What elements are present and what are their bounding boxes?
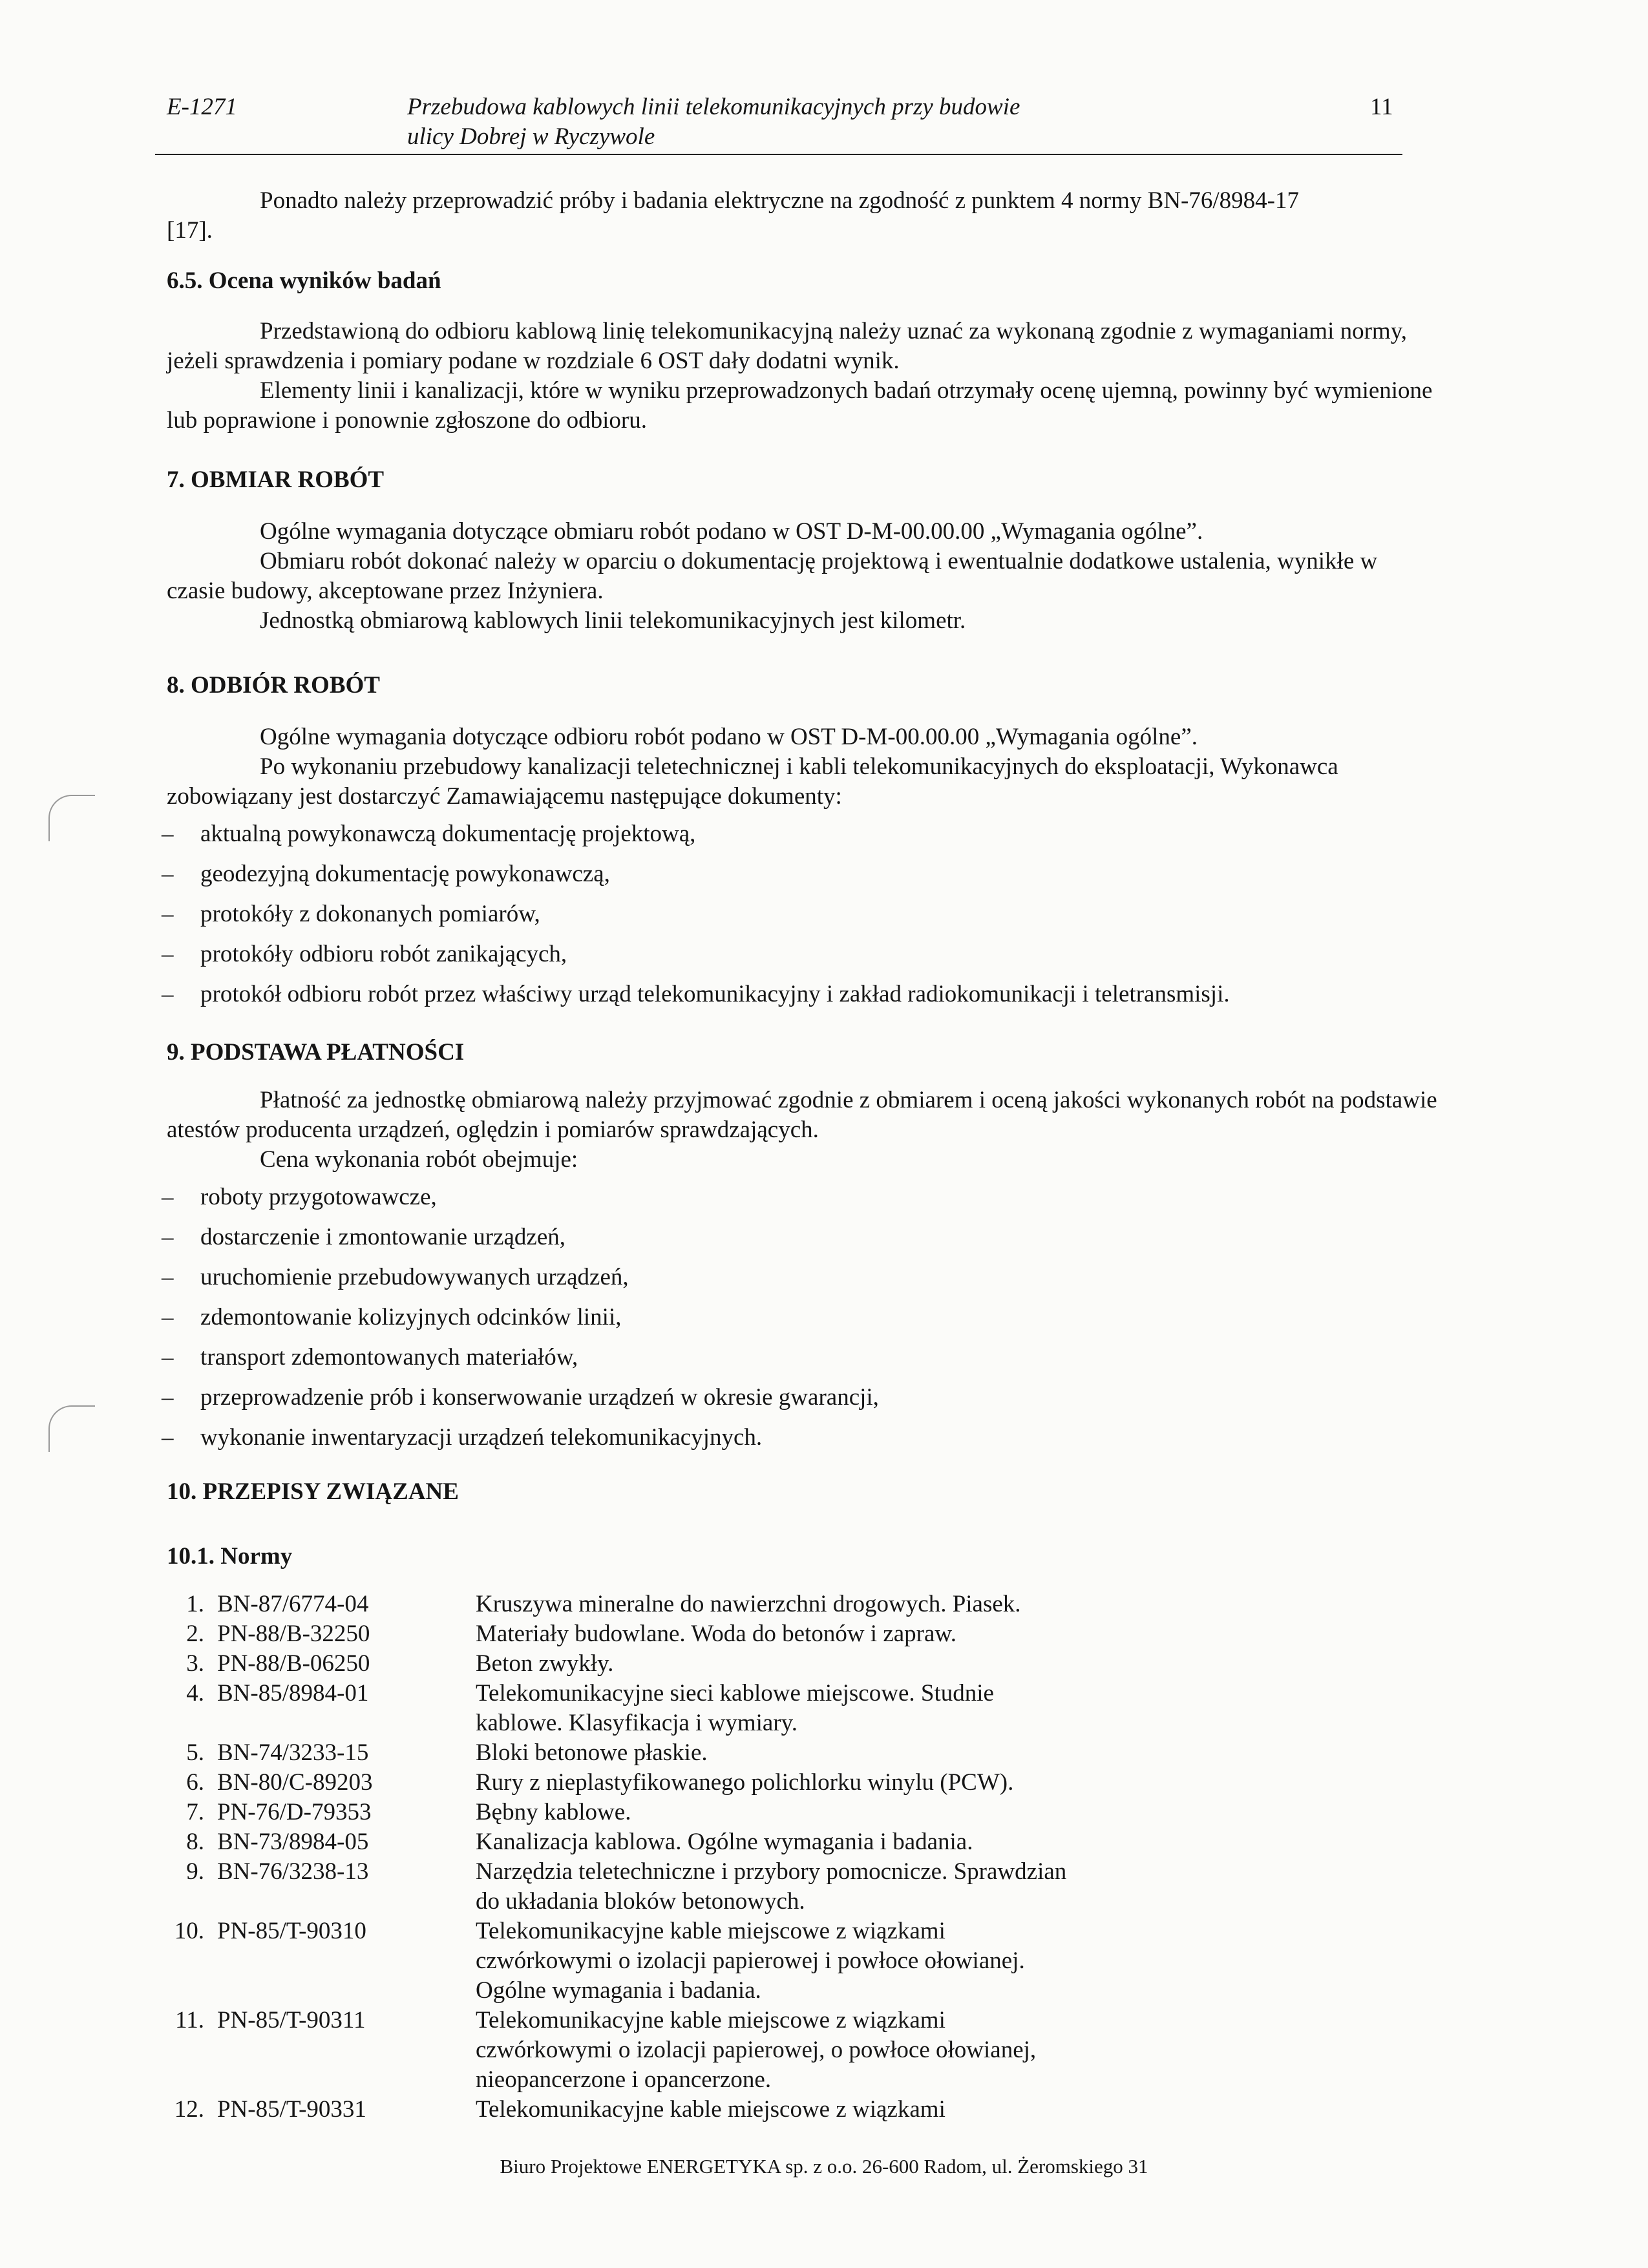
list-item: – przeprowadzenie prób i konserwowanie urządzeń w okresie gwarancji, bbox=[162, 1383, 879, 1423]
document-number: E-1271 bbox=[167, 94, 237, 120]
list-item: – protokóły odbioru robót zanikających, bbox=[162, 940, 1230, 980]
list-item: – roboty przygotowawcze, bbox=[162, 1182, 879, 1223]
norm-code: PN-85/T-90310 bbox=[217, 1918, 366, 1944]
norm-code: PN-88/B-06250 bbox=[217, 1650, 370, 1677]
section-6-5-paragraph-2: Elementy linii i kanalizacji, które w wyniku przeprowadzonych badań otrzymały ocenę ujemną, powinny być wymienione lub poprawione i ponownie zgłoszone do odbioru. bbox=[167, 377, 1433, 434]
section-8-document-list bbox=[162, 819, 1230, 1020]
norm-number: 7. bbox=[186, 1799, 204, 1825]
section-10-heading: 10. PRZEPISY ZWIĄZANE bbox=[167, 1478, 459, 1505]
table-row bbox=[167, 2006, 1395, 2095]
section-6-5-paragraph-1: Przedstawioną do odbioru kablową linię telekomunikacyjną należy uznać za wykonaną zgodnie z wymaganiami normy, jeżeli sprawdzenia i pomiary podane w rozdziale 6 OST dały dodatni wynik. bbox=[167, 318, 1408, 374]
section-8-paragraph-1: Ogólne wymagania dotyczące odbioru robót podano w OST D-M-00.00.00 „Wymagania ogólne”. bbox=[260, 724, 1198, 750]
section-9-heading: 9. PODSTAWA PŁATNOŚCI bbox=[167, 1039, 465, 1066]
norm-code: PN-88/B-32250 bbox=[217, 1621, 370, 1647]
norm-code: BN-87/6774-04 bbox=[217, 1591, 369, 1617]
section-10-1-heading: 10.1. Normy bbox=[167, 1543, 293, 1570]
norm-description-line: kablowe. Klasyfikacja i wymiary. bbox=[476, 1710, 798, 1736]
punch-hole-mark bbox=[48, 1405, 95, 1452]
norm-description-line: do układania bloków betonowych. bbox=[476, 1888, 805, 1915]
table-row bbox=[167, 1857, 1395, 1916]
norm-code: PN-85/T-90311 bbox=[217, 2007, 366, 2033]
norm-number: 6. bbox=[186, 1769, 204, 1796]
list-item: – geodezyjną dokumentację powykonawczą, bbox=[162, 859, 1230, 899]
norm-code: BN-76/3238-13 bbox=[217, 1858, 369, 1885]
norm-description bbox=[476, 1649, 1174, 1679]
list-item: – aktualną powykonawczą dokumentację projektową, bbox=[162, 819, 1230, 859]
page-number: 11 bbox=[1370, 94, 1393, 120]
norm-description-line: czwórkowymi o izolacji papierowej i powłoce ołowianej. bbox=[476, 1948, 1025, 1974]
section-8-paragraph-2: Po wykonaniu przebudowy kanalizacji teletechnicznej i kabli telekomunikacyjnych do eksploatacji, Wykonawca zobowiązany jest dostarczyć Zamawiającemu następujące dokumenty: bbox=[167, 753, 1338, 810]
intro-paragraph bbox=[167, 186, 1440, 246]
list-item: – uruchomienie przebudowywanych urządzeń, bbox=[162, 1263, 879, 1303]
norm-description-line: czwórkowymi o izolacji papierowej, o powłoce ołowianej, bbox=[476, 2037, 1037, 2063]
table-row bbox=[167, 1649, 1395, 1679]
norm-description-line: nieopancerzone i opancerzone. bbox=[476, 2066, 772, 2093]
document-title-line2: ulicy Dobrej w Ryczywole bbox=[407, 123, 655, 150]
norm-number: 5. bbox=[186, 1739, 204, 1766]
norm-code: BN-80/C-89203 bbox=[217, 1769, 373, 1796]
list-item: – dostarczenie i zmontowanie urządzeń, bbox=[162, 1223, 879, 1263]
norm-description-line: Beton zwykły. bbox=[476, 1650, 614, 1677]
norms-table bbox=[167, 1590, 1395, 2125]
norm-number: 12. bbox=[174, 2096, 204, 2123]
list-item: – protokół odbioru robót przez właściwy urząd telekomunikacyjny i zakład radiokomunikacji i teletransmisji. bbox=[162, 980, 1230, 1020]
section-6-5-heading: 6.5. Ocena wyników badań bbox=[167, 268, 441, 294]
norm-description bbox=[476, 1827, 1174, 1857]
norm-description-line: Telekomunikacyjne kable miejscowe z wiązkami bbox=[476, 2096, 945, 2123]
table-row bbox=[167, 1590, 1395, 1619]
norm-description-line: Telekomunikacyjne kable miejscowe z wiązkami bbox=[476, 1918, 945, 1944]
norm-description-line: Kanalizacja kablowa. Ogólne wymagania i badania. bbox=[476, 1829, 973, 1855]
norm-number: 10. bbox=[174, 1918, 204, 1944]
norm-description bbox=[476, 1679, 1174, 1738]
table-row bbox=[167, 1679, 1395, 1738]
norm-number: 11. bbox=[175, 2007, 204, 2033]
norm-description-line: Bloki betonowe płaskie. bbox=[476, 1739, 708, 1766]
norm-description bbox=[476, 1798, 1174, 1827]
table-row bbox=[167, 1738, 1395, 1768]
norm-number: 2. bbox=[186, 1621, 204, 1647]
document-title bbox=[407, 92, 1183, 152]
section-7-heading: 7. OBMIAR ROBÓT bbox=[167, 467, 385, 493]
list-item: – zdemontowanie kolizyjnych odcinków linii, bbox=[162, 1303, 879, 1343]
norm-description-line: Telekomunikacyjne sieci kablowe miejscowe. Studnie bbox=[476, 1680, 994, 1706]
norm-description bbox=[476, 1619, 1174, 1649]
table-row bbox=[167, 1798, 1395, 1827]
header-rule bbox=[155, 154, 1402, 155]
norm-description bbox=[476, 1768, 1174, 1798]
norm-description-line: Ogólne wymagania i badania. bbox=[476, 1977, 761, 2004]
intro-line1: Ponadto należy przeprowadzić próby i badania elektryczne na zgodność z punktem 4 normy BN-76/8984-17 bbox=[260, 187, 1299, 214]
norm-description bbox=[476, 1916, 1174, 2006]
section-9-paragraph-2: Cena wykonania robót obejmuje: bbox=[260, 1146, 578, 1173]
norm-description-line: Narzędzia teletechniczne i przybory pomocnicze. Sprawdzian bbox=[476, 1858, 1067, 1885]
norm-description bbox=[476, 2095, 1174, 2125]
norm-code: PN-85/T-90331 bbox=[217, 2096, 366, 2123]
list-item: – protokóły z dokonanych pomiarów, bbox=[162, 899, 1230, 940]
norm-description-line: Bębny kablowe. bbox=[476, 1799, 631, 1825]
norm-description-line: Telekomunikacyjne kable miejscowe z wiązkami bbox=[476, 2007, 945, 2033]
norm-code: BN-74/3233-15 bbox=[217, 1739, 369, 1766]
norm-code: PN-76/D-79353 bbox=[217, 1799, 372, 1825]
table-row bbox=[167, 1768, 1395, 1798]
section-7-paragraph-2: Obmiaru robót dokonać należy w oparciu o dokumentację projektową i ewentualnie dodatkowe ustalenia, wynikłe w czasie budowy, akceptowane przez Inżyniera. bbox=[167, 548, 1378, 604]
section-7-paragraph-3: Jednostką obmiarową kablowych linii telekomunikacyjnych jest kilometr. bbox=[260, 607, 966, 634]
norm-description bbox=[476, 2006, 1174, 2095]
table-row bbox=[167, 2095, 1395, 2125]
norm-code: BN-85/8984-01 bbox=[217, 1680, 369, 1706]
norm-number: 8. bbox=[186, 1829, 204, 1855]
norm-description-line: Materiały budowlane. Woda do betonów i zapraw. bbox=[476, 1621, 956, 1647]
intro-line2: [17]. bbox=[167, 217, 213, 244]
document-title-line1: Przebudowa kablowych linii telekomunikacyjnych przy budowie bbox=[407, 94, 1020, 120]
norm-code: BN-73/8984-05 bbox=[217, 1829, 369, 1855]
norm-description bbox=[476, 1857, 1174, 1916]
section-7-paragraph-1: Ogólne wymagania dotyczące obmiaru robót podano w OST D-M-00.00.00 „Wymagania ogólne”. bbox=[260, 518, 1203, 545]
norm-description-line: Rury z nieplastyfikowanego polichlorku winylu (PCW). bbox=[476, 1769, 1014, 1796]
table-row bbox=[167, 1619, 1395, 1649]
list-item: – transport zdemontowanych materiałów, bbox=[162, 1343, 879, 1383]
section-9-cost-list bbox=[162, 1182, 879, 1463]
section-9-paragraph-1: Płatność za jednostkę obmiarową należy przyjmować zgodnie z obmiarem i oceną jakości wykonanych robót na podstawie atestów producenta urządzeń, oględzin i pomiarów sprawdzających. bbox=[167, 1087, 1437, 1143]
norm-number: 1. bbox=[186, 1591, 204, 1617]
norm-number: 9. bbox=[186, 1858, 204, 1885]
table-row bbox=[167, 1827, 1395, 1857]
norm-description-line: Kruszywa mineralne do nawierzchni drogowych. Piasek. bbox=[476, 1591, 1021, 1617]
norm-description bbox=[476, 1590, 1174, 1619]
section-8-heading: 8. ODBIÓR ROBÓT bbox=[167, 672, 380, 698]
page-footer: Biuro Projektowe ENERGETYKA sp. z o.o. 26-600 Radom, ul. Żeromskiego 31 bbox=[500, 2155, 1148, 2178]
norm-number: 3. bbox=[186, 1650, 204, 1677]
table-row bbox=[167, 1916, 1395, 2006]
list-item: – wykonanie inwentaryzacji urządzeń telekomunikacyjnych. bbox=[162, 1423, 879, 1463]
norm-description bbox=[476, 1738, 1174, 1768]
punch-hole-mark bbox=[48, 795, 95, 841]
norm-number: 4. bbox=[186, 1680, 204, 1706]
